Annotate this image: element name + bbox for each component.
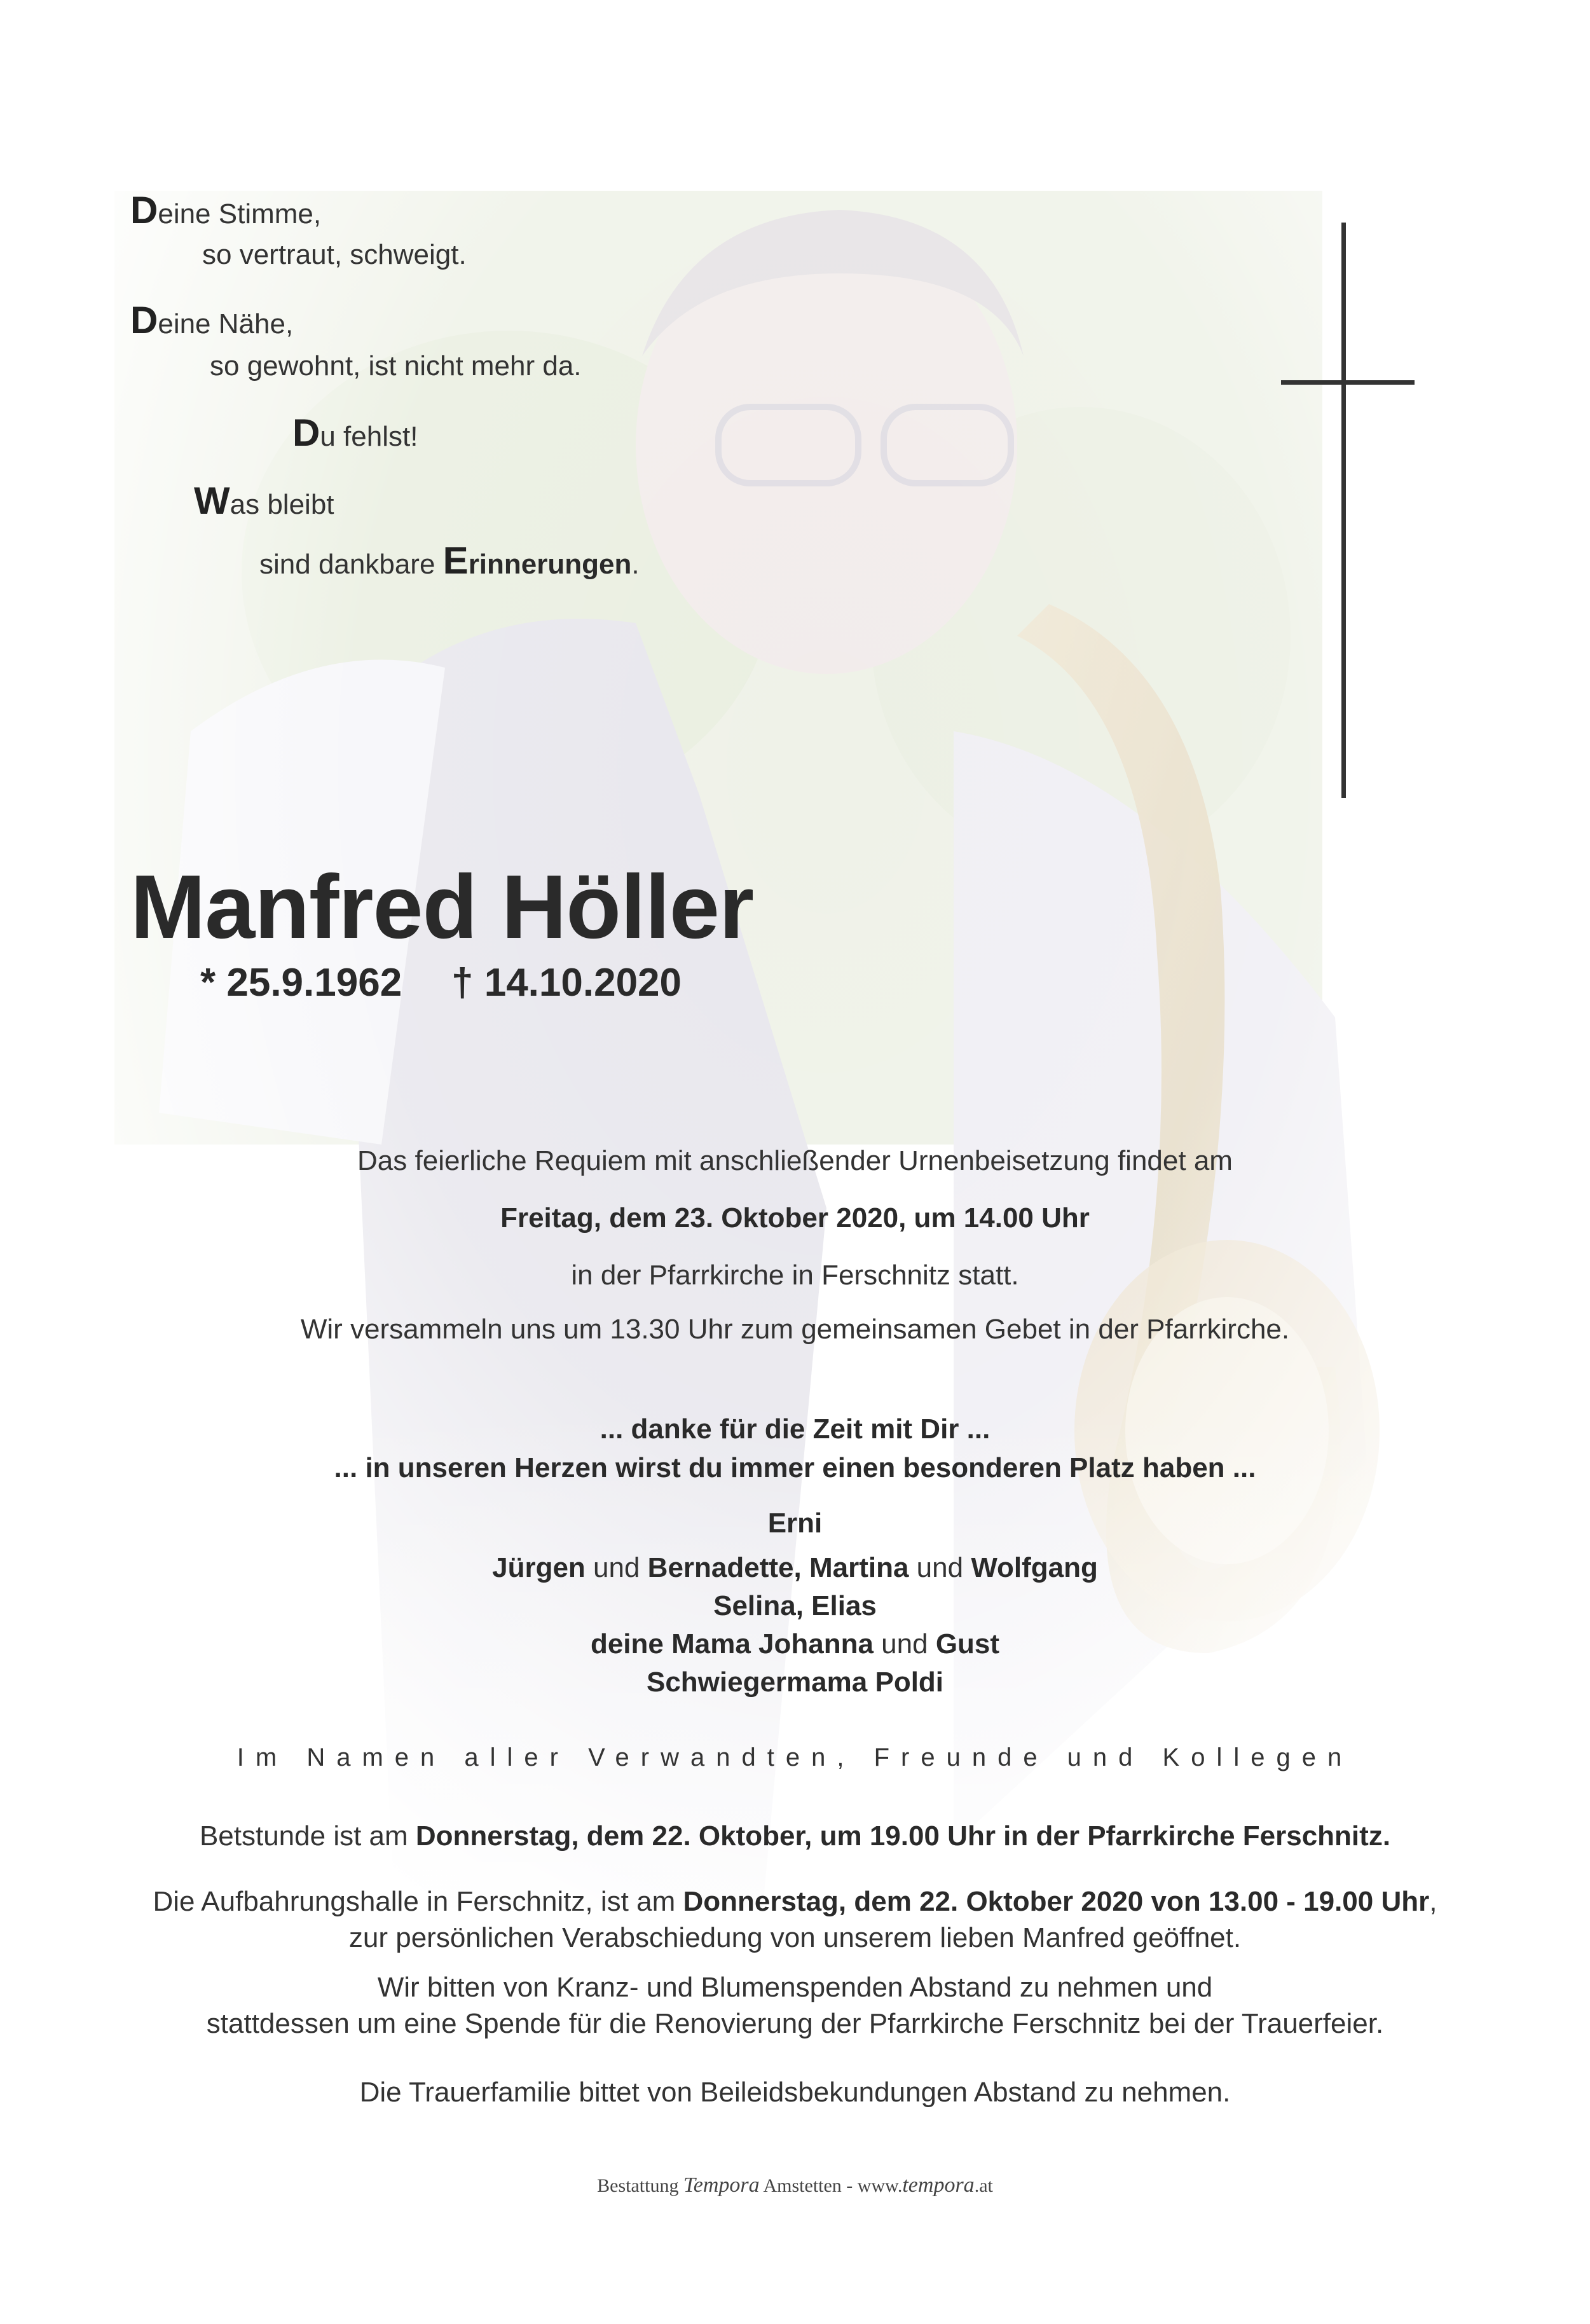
condolence-note: Die Trauerfamilie bittet von Beileidsbekundungen Abstand zu nehmen. <box>359 2077 1231 2108</box>
mourner-line: deine Mama Johanna und Gust <box>590 1628 1000 1660</box>
poem-line: Deine Stimme, <box>130 189 322 231</box>
poem-line: Was bleibt <box>194 479 334 522</box>
farewell-line: ... danke für die Zeit mit Dir ... <box>600 1413 990 1445</box>
viewing-info-line2: zur persönlichen Verabschiedung von unserem lieben Manfred geöffnet. <box>348 1922 1242 1953</box>
mourner-line: Selina, Elias <box>713 1590 877 1621</box>
poem-line: sind dankbare Erinnerungen. <box>259 539 640 582</box>
poem-line: so gewohnt, ist nicht mehr da. <box>210 350 582 382</box>
service-date: Freitag, dem 23. Oktober 2020, um 14.00 Uhr <box>500 1202 1090 1234</box>
service-location: in der Pfarrkirche in Ferschnitz statt. <box>571 1260 1019 1291</box>
funeral-home-footer: Bestattung Tempora Amstetten - www.tempora.at <box>597 2173 993 2197</box>
birth-date: * 25.9.1962 <box>200 961 402 1005</box>
mourner-line: Jürgen und Bernadette, Martina und Wolfgang <box>492 1552 1098 1583</box>
deceased-name: Manfred Höller <box>130 856 754 958</box>
cross-icon <box>1341 223 1346 798</box>
viewing-info: Die Aufbahrungshalle in Ferschnitz, ist am Donnerstag, dem 22. Oktober 2020 von 13.00 - 19.00 Uhr, <box>153 1886 1437 1917</box>
betstunde-info: Betstunde ist am Donnerstag, dem 22. Oktober, um 19.00 Uhr in der Pfarrkirche Ferschnitz. <box>199 1820 1391 1852</box>
service-gathering: Wir versammeln uns um 13.30 Uhr zum gemeinsamen Gebet in der Pfarrkirche. <box>300 1314 1290 1345</box>
donation-info-line2: stattdessen um eine Spende für die Renovierung der Pfarrkirche Ferschnitz bei der Trauerfeier. <box>206 2008 1384 2039</box>
poem-line: so vertraut, schweigt. <box>202 239 467 270</box>
poem-line: Deine Nähe, <box>130 299 294 341</box>
mourner-line: Schwiegermama Poldi <box>646 1667 944 1698</box>
donation-info: Wir bitten von Kranz- und Blumenspenden Abstand zu nehmen und <box>377 1972 1213 2003</box>
poem-line: Du fehlst! <box>292 411 418 454</box>
service-intro: Das feierliche Requiem mit anschließender Urnenbeisetzung findet am <box>357 1145 1233 1176</box>
cross-icon-bar <box>1281 380 1415 385</box>
tempora-logo: Tempora <box>683 2173 760 2197</box>
farewell-line: ... in unseren Herzen wirst du immer einen besonderen Platz haben ... <box>334 1452 1256 1483</box>
relatives-line: Im Namen aller Verwandten, Freunde und Kollegen <box>236 1743 1354 1771</box>
mourner-line: Erni <box>767 1508 823 1539</box>
death-date: † 14.10.2020 <box>451 961 682 1005</box>
